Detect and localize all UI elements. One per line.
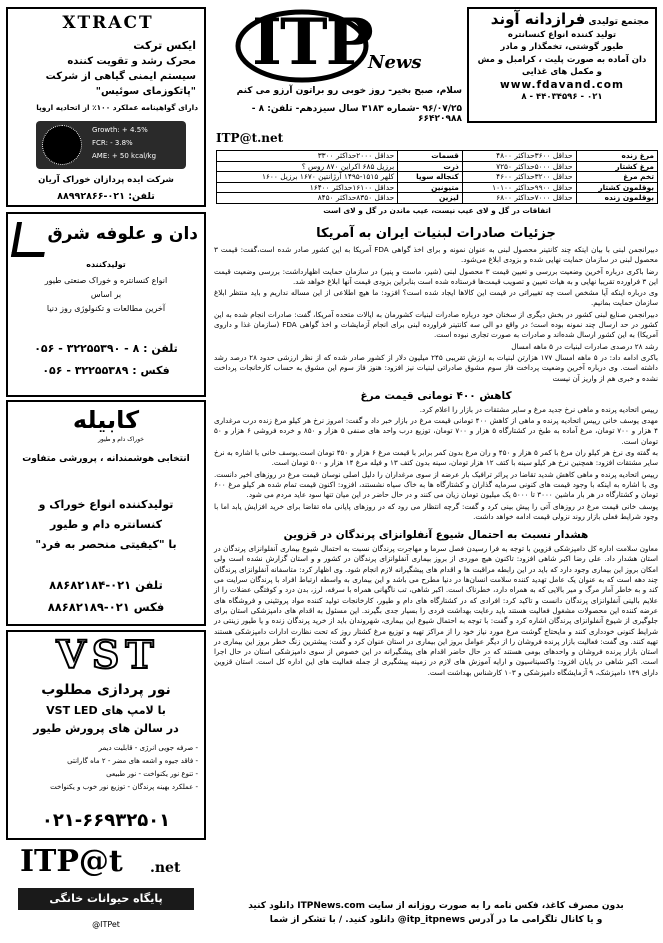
vst-feature-item: - عملکرد بهینه پرندگان - توزیع نور خوب و یکنواخت <box>50 783 198 791</box>
fdavand-phone: ۰۲۱ - ۴۴۰۳۴۵۹۶ - ۸ <box>521 92 603 102</box>
price-item: بوقلمون کشتار <box>576 182 657 193</box>
fdavand-brand: فرازدانه آوند <box>490 10 586 28</box>
price-item: مرغ کشتار <box>576 161 657 172</box>
itp-logo-news: News <box>368 52 422 73</box>
paragraph: دبیرانجمن لبنی با بیان اینکه چند کانتینر محصول لبنی به عنوان نمونه و برای اخذ گواهی FDA آمریکا به این کشور صادر شده است،گفت: قیمت ۳ محصول لبنی در سازمان حمایت نهایی شده و بزودی ابلاغ می‌شود. <box>214 245 658 265</box>
article3-body <box>214 544 658 678</box>
kabileh-line-1: انتخابی هوشمندانه ، پرورشی متفاوت <box>22 454 190 464</box>
footer-line-2: و یا کانال تلگرامی ما در آدرس itp_itpnews@ دانلود کنید. / با تشکر از شما <box>269 915 603 925</box>
article1-title: جزئیات صادرات لبنیات ایران به آمریکا <box>316 226 556 241</box>
fdavand-line-3: طیور گوشتی، تخمگذار و مادر <box>500 42 624 52</box>
shargh-tel: تلفن : ۸ - ۳۲۲۵۵۳۹۰ - ۰۵۶ <box>34 342 178 355</box>
price-range: حداقل ۱۶۱۰۰حداکثر ۱۶۴۰۰ <box>217 182 398 193</box>
shargh-fax: فکس : ۳۲۲۵۵۳۸۹ - ۰۵۶ <box>42 364 170 377</box>
price-row <box>217 161 658 172</box>
paragraph: مهدی یوسف خانی رییس اتحادیه پرنده و ماهی از کاهش ۴۰۰ تومانی قیمت مرغ در بازار خبر داد و گفت: امروز نرخ هر کیلو مرغ زنده درب مرغداری ۴ هزار و ۷۰۰ تومان، مرغ آماده به طبخ در کشتارگاه ۵ هزار و ۷۰۰ تومان، توزیع درب واحد های صنفی ۵ هزار و ۸۵۰ و خرده فروشی ۶ هزار و ۵۰ تومان است. <box>214 416 658 446</box>
shargh-logo-icon <box>11 222 50 257</box>
fdavand-ad <box>467 7 657 123</box>
price-item: متیونین <box>398 182 463 193</box>
itpet-tld: .net <box>150 860 181 876</box>
vst-logo: VST <box>56 632 160 677</box>
vst-line-1: نور پردازی مطلوب <box>41 682 171 698</box>
article2-body <box>214 405 658 522</box>
xtract-stats-badge <box>36 121 186 169</box>
fdavand-line-2: تولید کننده انواع کنسانتره <box>507 29 617 40</box>
vst-line-3: در سالن های پرورش طیور <box>33 722 179 735</box>
footer <box>214 899 658 927</box>
kabileh-line-3: کنسانتره دام و طیور <box>49 518 163 531</box>
paragraph: رضا باکری درباره آخرین وضعیت بررسی و تعیین قیمت ۳ محصول لبنی (شیر، ماست و پنیر) در سازمان حمایت اظهارداشت: بررسی وضعیت قیمت این ۳ فراورده تقریبا نهایی و به هیات تعیین و تصویب قیمت‌ها فرستاده شده است بنابراین بزودی قیمت آنها ابلاغ خواهد شد. <box>214 266 658 286</box>
vst-feature-item: - صرفه جویی انرژی - قابلیت دیمر <box>98 744 198 752</box>
xtract-title: ایکس ترکت <box>133 39 196 52</box>
price-item: ذرت <box>398 161 463 172</box>
price-note: اتفاقات در گل و لای عیب نیست، عیب ماندن در گل و لای است <box>323 205 551 215</box>
price-row <box>217 182 658 193</box>
shargh-ad <box>6 212 206 397</box>
xtract-company: شرکت ایده پردازان خوراک آریان <box>38 175 174 185</box>
shargh-title: دان و علوفه شرق <box>47 224 198 244</box>
paragraph: رشد ۲۸ درصدی صادرات لبنیات در ۵ ماهه امسال <box>511 341 658 351</box>
paragraph: رییس اتحادیه پرنده و ماهی نرخ جدید مرغ و سایر مشتقات در بازار را اعلام کرد. <box>419 404 658 414</box>
xtract-phone: تلفن: ۰۲۱-۸۸۹۹۲۸۶۶ <box>57 191 155 202</box>
price-range: حداقل ۳۶۰۰حداکثر ۴۸۰۰ <box>462 151 576 162</box>
price-table-grid <box>216 150 658 204</box>
xtract-line-4: "پاتکوزمای سوئیس" <box>95 86 196 97</box>
price-range: حداقل ۳۲۰۰حداکثر ۴۶۰۰ <box>462 172 576 183</box>
price-item: قسمات <box>398 151 463 162</box>
paragraph: معاون سلامت اداره کل دامپزشکی قزوین با توجه به فرا رسیدن فصل سرما و مهاجرت پرندگان نسبت به احتمال شیوع بیماری آنفلوانزای پرندگان در استان هشدار داد. علی رضا اکبر شاهی افزود: تاکنون هیچ موردی از بروز بیماری آنفلوانزای پرندگان در کشور و و استان گزارش نشده است ولی امکان بروز این بیماری وجود دارد که باید در این رابطه مراقبت ها و اقدام های پیشگیرانه لازم انجام شود. وی اظهار کرد: متاسفانه آنفلوانزای پرندگان چند دهه است که به عنوان یک عامل تهدید کننده سلامت انسان‌ها در دنیا مطرح می باشد و این بیماری به واسطه ارتباط افراد با پرندگان سرایت می کند و به خاطر آمار مرگ و میر بالایی که به همراه دارد، خطرناک است. اکبر شاهی، تب ناگهانی همراه با سرفه، لرز، بدن درد و کوفتگی عضلات را از علایم بالینی آنفلوانزای پرندگان دانست و تاکید کرد: افرادی که در کشتارگاه های دام و طیور، کارخانجات تولید کننده مواد پروتئینی و فروشگاه های عرضه کننده این محصولات مشغول فعالیت هستند باید رعایت بهداشت فردی را بسیار جدی بگیرند. این مسئول به اقدام های دامپزشکی استان برای جلوگیری از شیوع آنفلوانزای پرندگان اشاره کرد و گفت: با توجه به احتمال شیوع این بیماری، شهروندان باید از خرید پرندگان زنده و یا طیور زینتی در شرایط کنونی خودداری کنند و مایحتاج گوشت مرغ مورد نیاز خود را از مراکز تهیه و توزیع مرغ کشتار روز که تحت نظارت ادارات دامپزشکی هستند تهیه کنند. وی گفت: فعالیت بازار پرنده فروشان را از دیگر عوامل بروز این بیماری در استان عنوان کرد و گفت: پیشترین زنگ خطر بروز این بیماری در استان بازار پرنده فروشان و واحدهای بومی هستند که در حال حاضر اقدام های پیشگیرانه در این خصوص از سوی دامپزشکی استان در حال اجرا است. اکبر شاهی در پایان افزود: واکسیناسیون و ارایه آموزش های لازم در زمینه پیشگیری از جمله فعالیت های این اداره کل است. استان قزوین دارای ۱۴۹ دامپزشک، ۹ آزمایشگاه دامپزشکی و ۱۰۳ کارشناس بهداشت است. <box>214 544 658 677</box>
paragraph: باکری ادامه داد: در ۵ ماهه امسال ۱۷۷ هزارتن لبنیات به ارزش تقریبی ۲۴۵ میلیون دلار از کشور صادر شده که از نظر ارزشی حدود ۲۸ درصد رشد داشته است. وی درباره آخرین وضعیت پرداخت فاز سوم مشوق صادراتی لبنیات نیز افزود: هنوز فاز سوم این مشوق به حساب کارخانجات پرداخت نشده و خبری هم از واریز آن نیست <box>214 352 658 383</box>
xtract-logo: XTRACT <box>62 13 154 33</box>
price-range: کلهر ۱۵۱۵-۱۴۹۵ آرژانتین ۱۶۷۰ برزیل ۱۶۰۰ <box>217 172 398 183</box>
paragraph: رییس اتحادیه پرنده و ماهی کاهش شدید تقاضا در پراثر ترافیک بار عرضه از سوی مرغداران را دلیل اصلی نوسان قیمت مرغ در روزهای اخیر دانست. وی با اشاره به اینکه با وجود قیمت های کنونی سرمایه گذاران و کشتارگاه ها به خاک سیاه نشستند، افزود: اکنون قیمت تمام شده هر کیلو مرغ ۶۰۰ تومان و کشتارگاه در هر بار ماشین ۳۰۰۰ تا ۵۰۰۰ یک میلیون تومان زیان می کنند و در حال حاضر در این میان تنها سود عاید مردم می شود. <box>214 469 658 500</box>
price-row <box>217 172 658 183</box>
itpet-handle: @ITPet <box>92 920 120 929</box>
price-range: حداقل ۹۹۰۰حداکثر ۱۰۱۰۰ <box>462 182 576 193</box>
xtract-line-2: محرک رشد و تقویت کننده <box>67 56 196 67</box>
shargh-producer: تولیدکننده <box>86 260 126 269</box>
vst-line-2: با لامپ های VST LED <box>46 704 166 717</box>
kabileh-line-4: با "کیفیتی منحصر به فرد" <box>35 538 177 551</box>
price-range: برزیل ۶۸۵ اکراین ۸۷۰ روس ؟ <box>217 161 398 172</box>
vst-ad <box>6 630 206 840</box>
xtract-growth: Growth: + 4.5% <box>92 126 148 134</box>
masthead <box>212 4 462 144</box>
vst-features <box>10 742 198 794</box>
paragraph: یوسف خانی قیمت مرغ در روزهای آتی را پیش بینی کرد و گفت: گرچه انتظار می رود که در روزهای پایانی ماه تقاضا برای خرید افزایش یابد اما با وجود شرایط فعلی بازار روند نزولی قیمت ادامه خواهد داشت. <box>214 501 658 521</box>
fdavand-line-5: و مکمل های غذایی <box>522 67 602 77</box>
itpet-mini-logo: ITP@t.net <box>216 131 284 145</box>
price-row <box>217 193 658 204</box>
itpet-logo: ITP@t <box>20 844 123 879</box>
vst-feature-item: - فاقد جیوه و اشعه های مضر - ۲ ماه گارانتی <box>67 757 198 765</box>
vst-phone: ۰۲۱-۶۶۹۳۲۵۰۱ <box>41 810 171 831</box>
paragraph: به گفته وی نرخ هر کیلو ران مرغ با کمر ۵ هزار و ۴۵۰ و ران مرغ بدون کمر برابر با قیمت مرغ ۶ هزار و ۴۵۰ تومان است.یوسف خانی با اشاره به نرخ سایر مشتقات افزود: همچنین نرخ هر کیلو سینه با کتف ۱۲ هزار تومان، سینه بدون کتف ۱۳ و فیله مرغ ۱۴ هزار و ۵۰۰ تومان است. <box>214 448 658 468</box>
vst-feature-item: - تنوع نور یکنواخت - نور طبیعی <box>106 770 198 778</box>
xtract-line-5: دارای گواهینامه عملکرد ۱۰۰٪ از اتحادیه اروپا <box>36 103 198 112</box>
kabileh-fax: فکس ۰۲۱-۸۸۶۸۲۱۸۹ <box>47 600 165 614</box>
main-column <box>214 224 658 679</box>
itp-logo-text: ITP <box>252 5 372 80</box>
price-range: حداقل ۵۰۰۰حداکثر ۷۲۵۰ <box>462 161 576 172</box>
fdavand-prefix: مجتمع تولیدی <box>588 17 649 27</box>
eu-seal-icon <box>42 125 82 165</box>
issue-info: ۹۶/۰۷/۲۵ -شماره ۳۱۸۳ سال سیزدهم- تلفن: ۸ - ۶۶۴۲۰۹۸۸ <box>251 104 462 124</box>
price-item: مرغ زنده <box>576 151 657 162</box>
price-table <box>216 150 658 215</box>
itpet-tagline: پایگاه حیوانات خانگی <box>18 888 194 910</box>
price-item: کنجاله سویا <box>398 172 463 183</box>
paragraph: وی درباره اینکه آیا مشخص است چه تغییراتی در قیمت این کالاها ایجاد شده است؟ افزود: ما هیچ اطلاعی از این مساله نداریم و باید منتظر ابلاغ سازمان حمایت بمانیم. <box>214 288 658 308</box>
price-range: حداقل ۸۳۵۰حداکثر ۸۴۵۰ <box>217 193 398 204</box>
kabileh-line-2: تولیدکننده انواع خوراک و <box>38 498 174 511</box>
shargh-desc-2: بر اساس <box>90 290 122 299</box>
kabileh-ad <box>6 400 206 626</box>
shargh-desc-3: آخرین مطالعات و تکنولوژی روز دنیا <box>46 304 166 313</box>
xtract-ad <box>6 7 206 207</box>
price-item: تخم مرغ <box>576 172 657 183</box>
xtract-ame: AME: + 50 kcal/kg <box>92 152 157 160</box>
slogan: سلام، صبح بخیر- روز خوبی رو براتون آرزو می کنم <box>236 86 462 96</box>
footer-line-1: بدون مصرف کاغذ، فکس نامه را به صورت روزانه از سایت ITPNews.com دانلود کنید <box>248 901 624 911</box>
fdavand-website[interactable]: www.fdavand.com <box>500 78 624 91</box>
shargh-desc-1: انواع کنسانتره و خوراک صنعتی طیور <box>44 276 168 285</box>
price-item: لیزین <box>398 193 463 204</box>
article3-title: هشدار نسبت به احتمال شیوع آنفلوانزای پرندگان در قزوین <box>283 529 589 542</box>
article1-body <box>214 245 658 384</box>
kabileh-logo: کابیله <box>72 406 140 434</box>
price-item: بوقلمون زنده <box>576 193 657 204</box>
kabileh-tel: تلفن ۰۲۱-۸۸۶۸۲۱۸۴ <box>49 578 163 592</box>
price-range: حداقل ۷۰۰۰حداکثر ۶۸۰۰ <box>462 193 576 204</box>
itpet-ad <box>6 844 206 938</box>
paragraph: دبیرانجمن صنایع لبنی کشور در بخش دیگری از سخنان خود درباره صادرات لبنیات کشورمان به ایالات متحده آمریکا، گفت: صادرات انجام شده به این کشور در حد ارسال چند نمونه بوده است؛ در واقع دو الی سه کانتینر فراورده لبنی برای انجام آزمایشات و اخذ گواهی FDA (سازمان غذا و داروی آمریکا) به این کشور ارسال شده‌اند و صادرات به صورت تجاری نبوده است. <box>214 309 659 340</box>
xtract-fcr: FCR: - 3.8% <box>92 139 133 147</box>
article2-title: کاهش ۴۰۰ تومانی قیمت مرغ <box>360 389 512 402</box>
xtract-line-3: سیستم ایمنی گیاهی از شرکت <box>45 71 196 82</box>
price-range: حداقل ۲۰۰۰حداکثر ۳۳۰۰ <box>217 151 398 162</box>
fdavand-line-4: دان آماده به صورت پلیت ، کرامبل و مش <box>477 54 647 65</box>
price-row <box>217 151 658 162</box>
kabileh-subtitle: خوراک دام و طیور <box>98 436 144 443</box>
